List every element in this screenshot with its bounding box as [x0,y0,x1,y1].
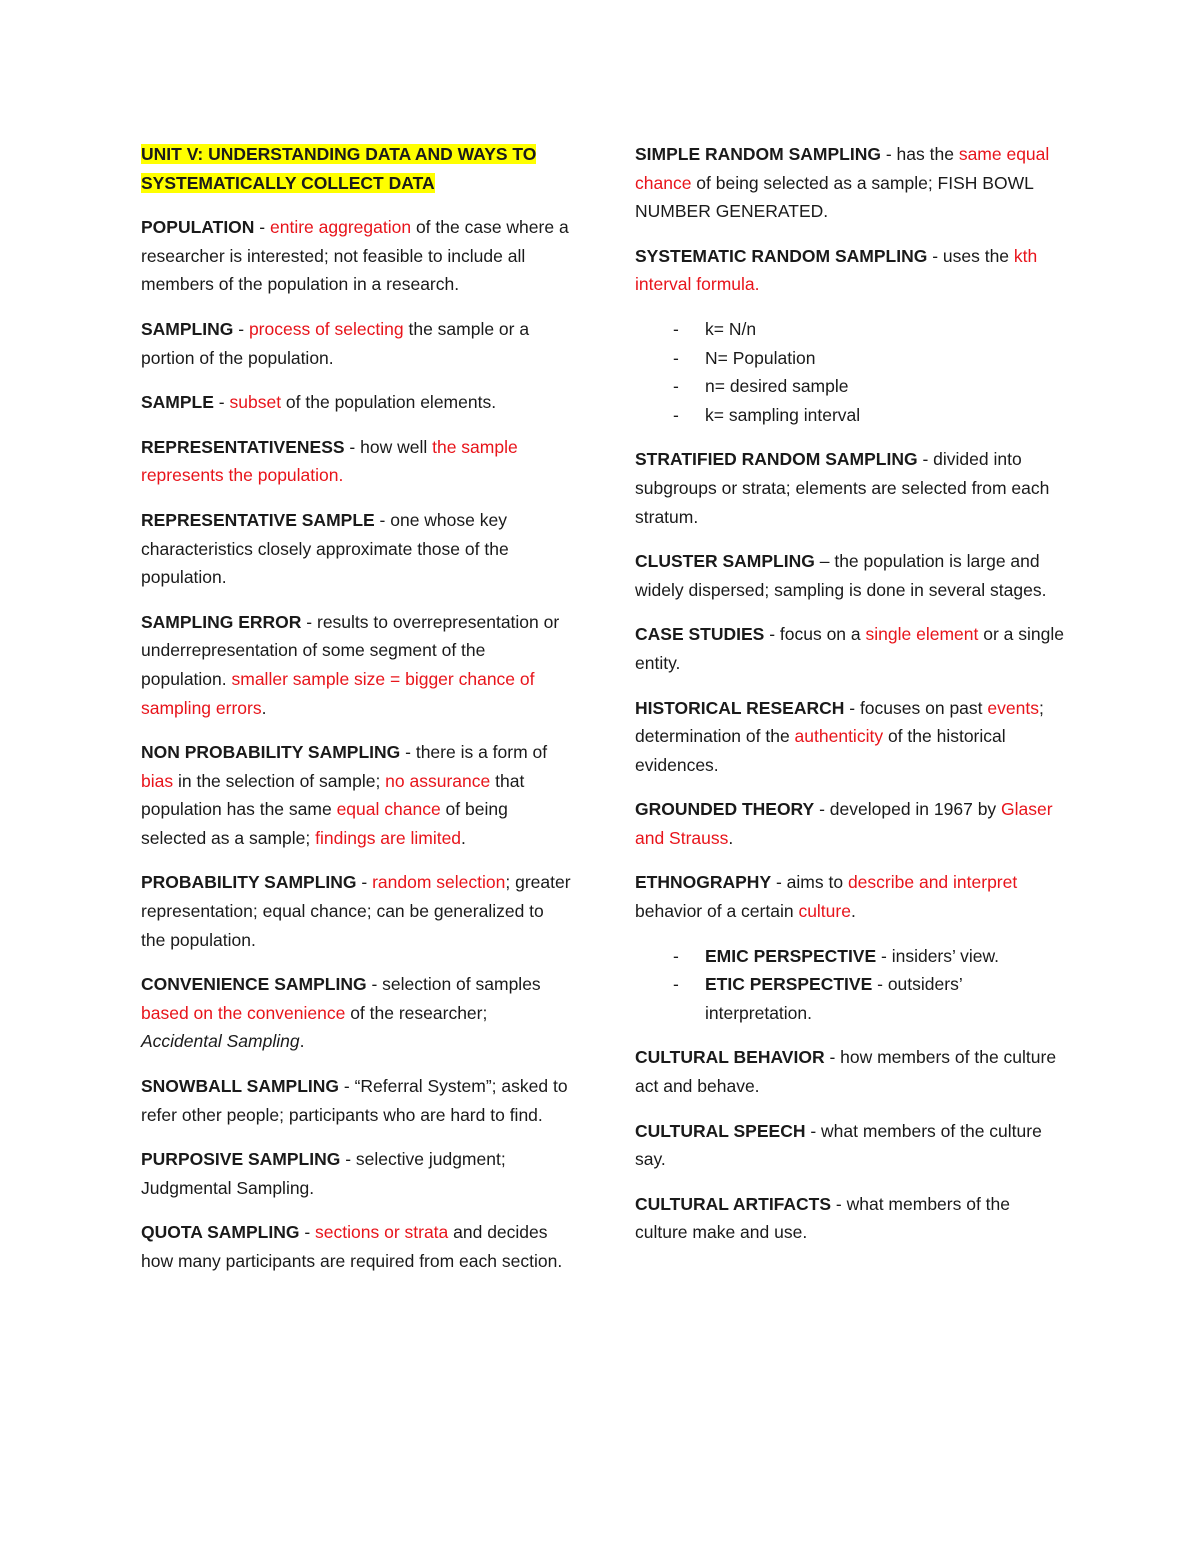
stratified-random-sampling-entry [635,445,1065,531]
term-label: PROBABILITY SAMPLING [141,872,357,893]
highlighted-phrase: findings are limited [315,827,462,848]
highlighted-phrase: process of selecting [248,318,404,339]
term-label: CONVENIENCE SAMPLING [141,974,367,995]
text-segment: . [461,827,466,848]
text-segment: Accidental Sampling [141,1031,300,1052]
cultural-behavior-entry [635,1043,1065,1100]
text-segment: and decides how many participants are required from each section. [141,1222,563,1271]
term-label: GROUNDED THEORY [635,799,815,820]
term-label: NON PROBABILITY SAMPLING [141,742,401,763]
highlighted-phrase: entire aggregation [270,217,412,238]
text-segment: - [356,872,373,893]
highlighted-phrase: events [987,697,1039,718]
highlighted-phrase: Glaser and Strauss [635,799,1053,848]
term-label: CLUSTER SAMPLING [635,551,815,572]
text-segment: - selection of samples [366,974,541,995]
text-segment: - how members of the culture act and behave. [635,1047,1057,1097]
highlighted-phrase: same equal chance [635,144,1050,193]
text-segment: of being selected as a sample; FISH BOWL NUMBER GENERATED. [635,172,1034,222]
term-label: HISTORICAL RESEARCH [635,697,845,718]
highlighted-phrase: random selection [372,872,506,893]
text-segment: - [213,392,230,413]
text-segment: or a single entity. [635,624,1064,673]
term-label: SAMPLE [141,392,214,413]
highlighted-phrase: culture [798,901,851,922]
list-item [635,970,1065,1027]
text-segment: of the researcher; [345,1002,488,1023]
convenience-sampling-entry [141,970,571,1056]
text-segment: - [254,217,270,238]
highlighted-phrase: equal chance [336,799,441,820]
term-label: CULTURAL BEHAVIOR [635,1047,825,1068]
list-item: - N= Population [635,344,1065,373]
text-segment: – the population is large and widely dispersed; sampling is done in several stages. [635,551,1047,600]
kth-formula-list [635,315,1065,429]
highlighted-phrase: smaller sample size = bigger chance of sampling errors [141,668,535,718]
simple-random-sampling-entry [635,140,1065,226]
highlighted-phrase: single element [865,624,979,645]
highlighted-phrase: sections or strata [315,1222,449,1243]
text-segment: - aims to [771,872,848,893]
highlighted-phrase: kth interval formula. [635,245,1038,295]
text-segment: - developed in 1967 by [814,799,1002,820]
text-segment: - focuses on past [844,697,988,718]
text-segment: the sample or a portion of the population. [141,318,530,368]
representativeness-entry [141,433,571,490]
text-segment: - focus on a [764,624,866,645]
systematic-random-sampling-entry [635,242,1065,299]
historical-research-entry [635,694,1065,780]
text-segment: - what members of the culture make and use. [635,1193,1011,1243]
grounded-theory-entry [635,795,1065,852]
list-item: - k= N/n [635,315,1065,344]
highlighted-phrase: the sample represents the population. [141,436,518,486]
cultural-artifacts-entry [635,1190,1065,1247]
unit-title-line-2: SYSTEMATICALLY COLLECT DATA [141,172,435,193]
text-segment: . [728,827,734,848]
text-segment: that population has the same [141,770,525,820]
text-segment: - what members of the culture say. [635,1120,1042,1170]
term-label: SYSTEMATIC RANDOM SAMPLING [635,245,928,266]
sampling-error-entry [141,608,571,722]
probability-sampling-entry [141,868,571,954]
text-segment: of the historical evidences. [635,726,1006,775]
text-segment: - one whose key characteristics closely approximate those of the population. [141,509,509,588]
term-label: ETIC PERSPECTIVE [705,974,873,995]
text-segment: - outsiders’ interpretation. [705,974,963,1023]
list-item: - k= sampling interval [635,401,1065,430]
term-label: CULTURAL SPEECH [635,1120,806,1141]
cluster-sampling-entry [635,547,1065,604]
text-segment: - selective judgment; Judgmental Sampling. [141,1149,506,1198]
text-segment: - “Referral System”; asked to refer other people; participants who are hard to find. [141,1076,568,1125]
text-segment: . [299,1031,305,1052]
right-column-body [635,140,1065,1247]
representative-sample-entry [141,506,571,592]
highlighted-phrase: authenticity [794,726,884,747]
left-column-body [141,213,571,1275]
highlighted-phrase: no assurance [385,770,491,791]
text-segment: - [299,1222,316,1243]
sample-entry [141,388,571,417]
list-item [635,942,1065,971]
highlighted-phrase: describe and interpret [847,872,1018,893]
quota-sampling-entry [141,1218,571,1275]
sampling-entry [141,315,571,372]
non-probability-sampling-entry [141,738,571,852]
term-label: SAMPLING [141,318,234,339]
term-label: CASE STUDIES [635,624,765,645]
text-segment: - insiders’ view. [876,945,1000,966]
snowball-sampling-entry [141,1072,571,1129]
text-segment: . [261,697,267,718]
text-segment: of the case where a researcher is interested; not feasible to include all members of the population in a research. [141,217,569,295]
highlighted-phrase: based on the convenience [141,1002,346,1023]
cultural-speech-entry [635,1117,1065,1174]
case-studies-entry [635,620,1065,677]
population-entry [141,213,571,299]
text-segment: behavior of a certain [635,901,799,922]
text-segment: - uses the [927,245,1014,266]
term-label: REPRESENTATIVE SAMPLE [141,509,375,530]
text-segment: in the selection of sample; [173,770,386,791]
text-segment: - how well [344,436,433,457]
purposive-sampling-entry [141,1145,571,1202]
perspective-list [635,942,1065,1028]
text-segment: - [233,318,249,339]
term-label: PURPOSIVE SAMPLING [141,1149,341,1170]
unit-title-line-1: UNIT V: UNDERSTANDING DATA AND WAYS TO [141,144,537,164]
list-item: - n= desired sample [635,372,1065,401]
term-label: EMIC PERSPECTIVE [705,945,877,966]
text-segment: of the population elements. [281,392,497,413]
unit-title [141,140,571,197]
text-segment: . [850,901,856,922]
term-label: SAMPLING ERROR [141,611,302,632]
left-column [141,140,571,1292]
term-label: ETHNOGRAPHY [635,872,772,893]
term-label: CULTURAL ARTIFACTS [635,1193,832,1214]
term-label: REPRESENTATIVENESS [141,436,345,457]
ethnography-entry [635,868,1065,925]
term-label: POPULATION [141,217,255,238]
text-segment: - has the [880,144,959,164]
text-segment: of being selected as a sample; [141,799,508,848]
text-segment: - there is a form of [400,742,548,763]
term-label: STRATIFIED RANDOM SAMPLING [635,449,918,470]
text-segment: - divided into subgroups or strata; elements are selected from each stratum. [635,449,1050,527]
text-segment: ; determination of the [635,697,1044,747]
highlighted-phrase: subset [229,392,282,413]
term-label: QUOTA SAMPLING [141,1222,300,1243]
term-label: SNOWBALL SAMPLING [141,1076,340,1097]
text-segment: ; greater representation; equal chance; can be generalized to the population. [141,872,571,950]
text-segment: - results to overrepresentation or underrepresentation of some segment of the population. [141,611,560,689]
right-column [635,140,1065,1263]
term-label: SIMPLE RANDOM SAMPLING [635,144,881,164]
highlighted-phrase: bias [141,770,174,791]
